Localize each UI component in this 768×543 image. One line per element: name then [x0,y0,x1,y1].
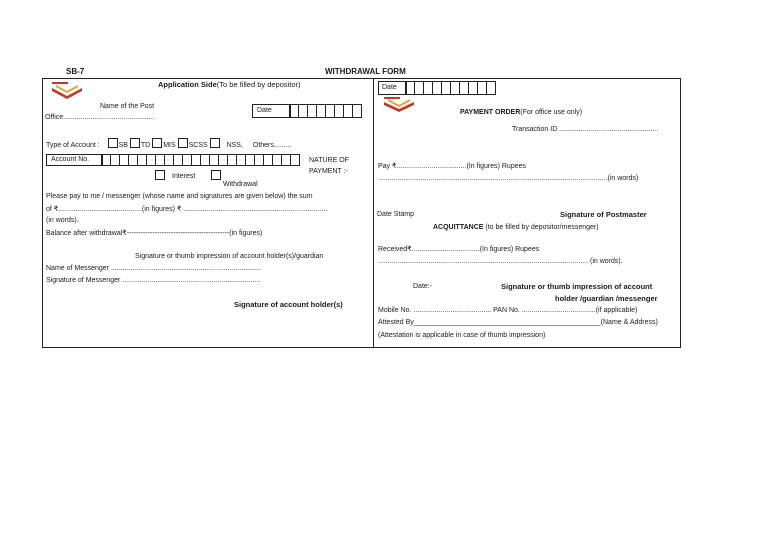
in-words-label: (in words). [46,217,79,224]
mobile-pan-line: Mobile No. ........................................ PAN No. ......................................(if applicable) [378,307,638,314]
account-no-boxes[interactable] [102,154,300,166]
payment-label: PAYMENT :- [309,168,348,175]
type-of-account-label: Type of Account : [46,142,100,149]
nss-checkbox[interactable] [210,138,220,148]
center-divider [373,78,374,348]
received-figures-line: Received₹...................................(In figures) Rupees [378,246,540,253]
nature-of-label: NATURE OF [309,157,349,164]
india-post-logo [50,82,84,102]
received-words-line: ............................................................................................................ (in words). [378,258,623,265]
mis-checkbox[interactable] [152,138,162,148]
attestation-note: (Attestation is applicable in case of thumb impression) [378,332,546,339]
form-title: WITHDRAWAL FORM [325,67,406,76]
right-date-boxes[interactable] [406,81,496,95]
sum-line: of ₹...........................................(in figures) ₹ .......................................................................... [46,206,328,213]
date-stamp-label: Date Stamp [377,211,414,218]
name-of-post-label: Name of the Post [100,103,155,110]
pay-figures-line: Pay ₹....................................(In figures) Rupees [378,163,527,170]
left-date-boxes[interactable] [290,104,362,118]
account-holder-signature-label: Signature of account holder(s) [234,300,343,309]
left-date-label: Date [252,104,290,118]
date-label-acquittance: Date:- [413,283,433,290]
india-post-logo-right [382,97,416,115]
td-checkbox[interactable] [130,138,140,148]
transaction-id-line: Transaction ID ................................................... [512,126,659,133]
account-no-label: Account No. [46,154,102,166]
form-code: SB-7 [66,67,85,76]
interest-label: Interest [172,173,196,180]
withdrawal-checkbox[interactable] [211,170,221,180]
signature-thumb-label: Signature or thumb impression of account holder(s)/guardian [135,253,324,260]
pay-to-line: Please pay to me / messenger (whose name and signatures are given below) the sum [46,193,313,200]
application-side-heading: Application Side(To be filled by depositor) [158,80,301,89]
right-date-label: Date [378,81,406,95]
interest-checkbox[interactable] [155,170,165,180]
balance-line: Balance after withdrawal₹--------------------------------------------(in figures) [46,230,263,237]
pay-words-line: ......................................................................................................................(in words) [378,175,639,182]
messenger-name-line: Name of Messenger ............................................................................. [46,265,261,272]
postmaster-signature-label: Signature of Postmaster [560,210,647,219]
sb-checkbox[interactable] [108,138,118,148]
attested-by-line: Attested By________________________________________________(Name & Address) [378,319,658,326]
acquittance-heading: ACQUITTANCE (to be filled by depositor/messenger) [433,224,599,231]
scss-checkbox[interactable] [178,138,188,148]
payment-order-heading: PAYMENT ORDER(For office use only) [460,109,583,116]
thumb-signature-line1: Signature or thumb impression of account [501,282,653,291]
office-line: Office............................................... [45,114,155,121]
withdrawal-label: Withdrawal [223,181,258,188]
messenger-signature-line: Signature of Messenger ....................................................................... [46,277,261,284]
thumb-signature-line2: holder /guardian /messenger [555,294,658,303]
account-type-row: Type of Account : SB TD MIS SCSS NSS, Others......... [46,138,291,149]
